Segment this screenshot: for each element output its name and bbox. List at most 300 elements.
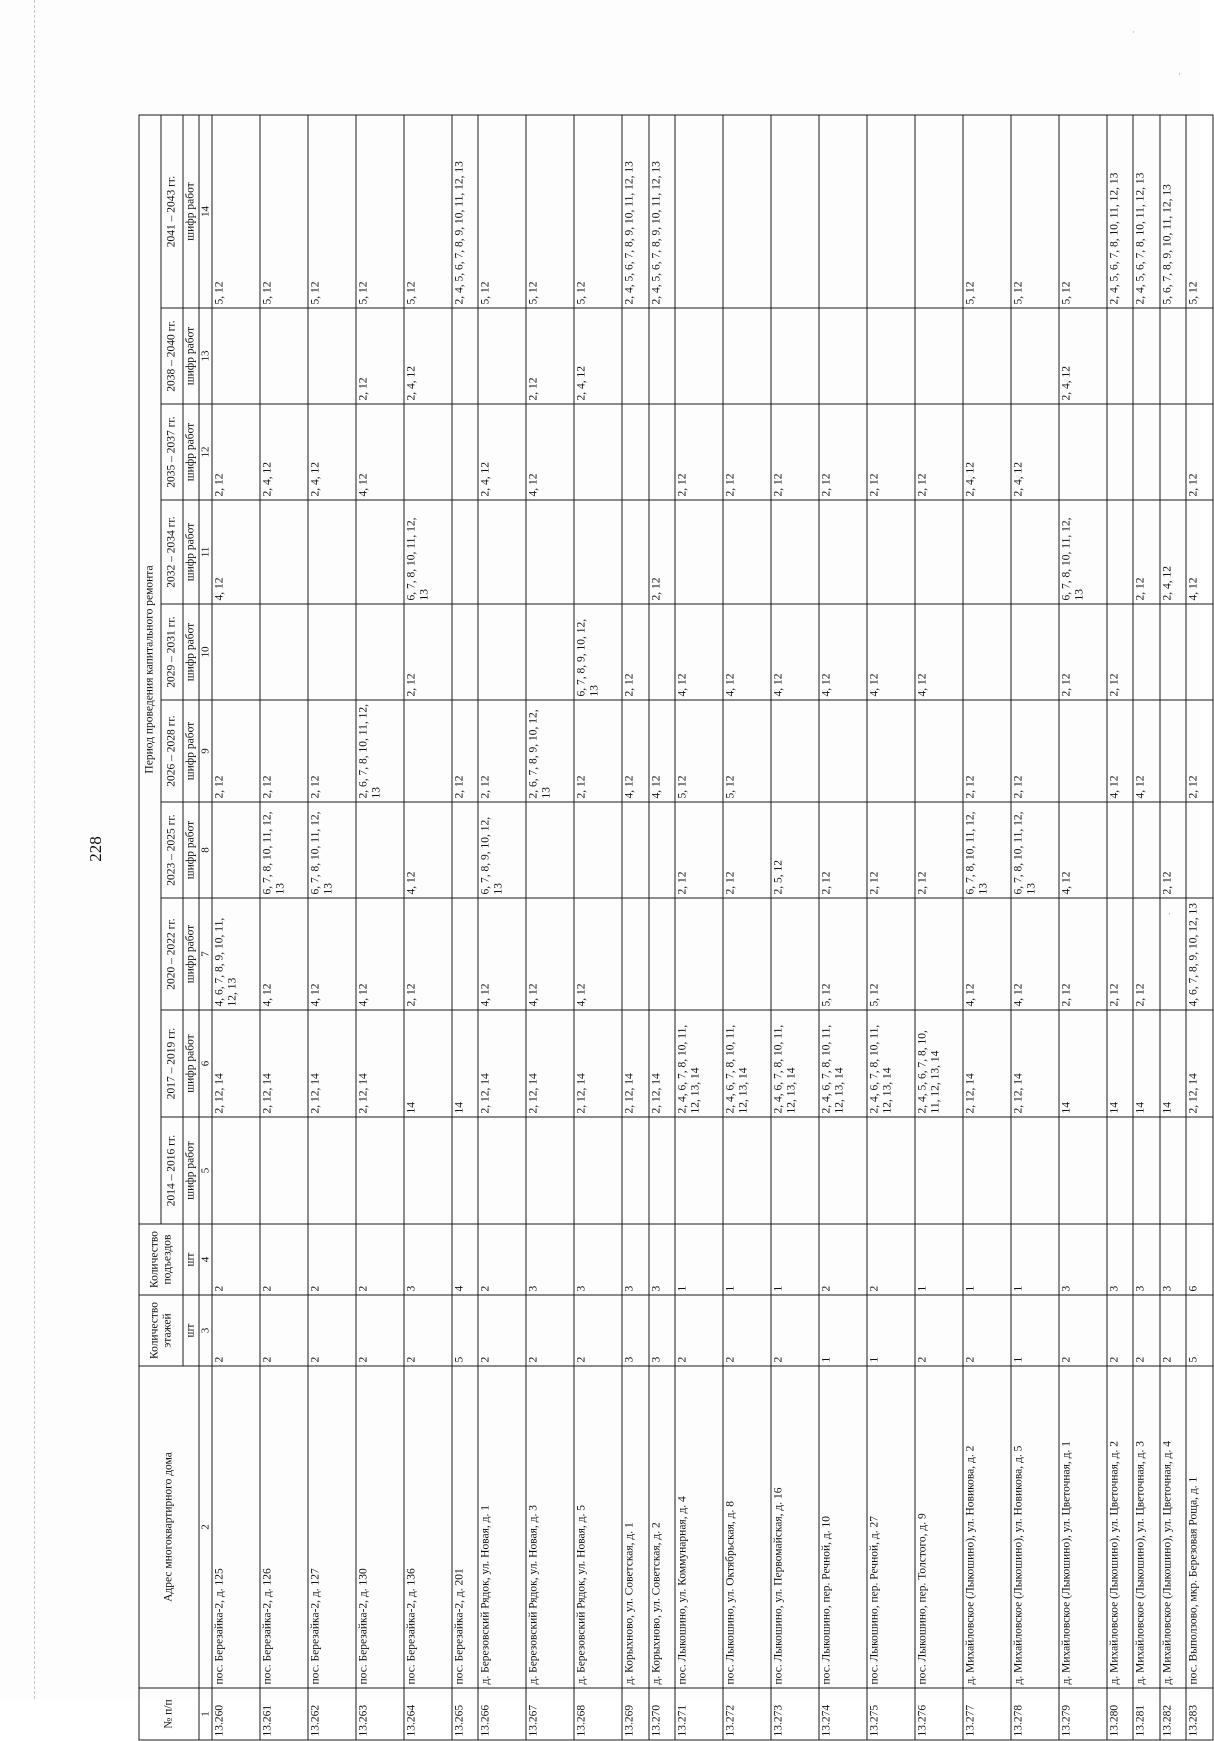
row-period-9-codes	[478, 308, 526, 404]
row-period-2-codes: 2, 12, 14	[574, 1010, 622, 1117]
row-entrances: 3	[1160, 1224, 1186, 1295]
row-period-8-codes: 2, 12	[819, 404, 867, 500]
row-period-9-codes	[771, 308, 819, 404]
row-period-9-codes	[915, 308, 963, 404]
row-period-7-codes	[867, 500, 915, 604]
row-period-2-codes: 14	[1107, 1010, 1133, 1117]
row-period-7-codes	[819, 500, 867, 604]
row-period-6-codes	[526, 604, 574, 700]
row-number: 13.276	[915, 1688, 963, 1740]
row-number: 13.267	[526, 1688, 574, 1740]
row-period-4-codes	[356, 802, 404, 898]
row-period-4-codes	[452, 802, 478, 898]
row-entrances: 3	[404, 1224, 452, 1295]
row-period-5-codes	[771, 700, 819, 802]
row-number: 13.282	[1160, 1688, 1186, 1740]
row-period-2-codes: 14	[1133, 1010, 1159, 1117]
row-address: д. Березовский Рядок, ул. Новая, д. 5	[574, 1366, 622, 1688]
row-period-2-codes: 2, 12, 14	[308, 1010, 356, 1117]
unit-period-7: шифр работ	[183, 500, 199, 604]
row-period-7-codes	[478, 500, 526, 604]
row-floors: 2	[1059, 1295, 1107, 1366]
row-period-2-codes: 14	[1160, 1010, 1186, 1117]
row-period-1-codes	[649, 1117, 675, 1224]
row-number: 13.268	[574, 1688, 622, 1740]
row-floors: 2	[308, 1295, 356, 1366]
row-period-1-codes	[1186, 1117, 1213, 1224]
row-period-8-codes	[452, 404, 478, 500]
row-period-8-codes	[1107, 404, 1133, 500]
row-period-8-codes: 2, 4, 12	[1011, 404, 1059, 500]
row-entrances: 6	[1186, 1224, 1213, 1295]
row-entrances: 2	[867, 1224, 915, 1295]
row-period-10-codes: 5, 12	[404, 115, 452, 308]
row-period-2-codes: 2, 12, 14	[649, 1010, 675, 1117]
row-entrances: 3	[574, 1224, 622, 1295]
row-entrances: 3	[526, 1224, 574, 1295]
row-period-3-codes	[723, 898, 771, 1010]
column-number-9: 9	[199, 700, 212, 802]
row-period-6-codes: 4, 12	[771, 604, 819, 700]
row-period-9-codes: 2, 12	[526, 308, 574, 404]
row-period-3-codes: 4, 12	[1011, 898, 1059, 1010]
row-period-8-codes	[404, 404, 452, 500]
unit-entrances: шт	[183, 1224, 199, 1295]
row-period-3-codes: 2, 12	[1107, 898, 1133, 1010]
row-number: 13.272	[723, 1688, 771, 1740]
row-period-1-codes	[404, 1117, 452, 1224]
row-period-7-codes	[915, 500, 963, 604]
unit-period-1: шифр работ	[183, 1117, 199, 1224]
row-period-6-codes	[1011, 604, 1059, 700]
header-period-3: 2020 – 2022 гг.	[161, 898, 183, 1010]
table-row	[622, 115, 648, 1740]
row-period-10-codes: 5, 12	[478, 115, 526, 308]
row-period-1-codes	[1059, 1117, 1107, 1224]
scan-speck: ·	[1132, 28, 1135, 38]
row-floors: 2	[771, 1295, 819, 1366]
row-period-4-codes: 4, 12	[404, 802, 452, 898]
row-period-9-codes	[1133, 308, 1159, 404]
header-entrances: Количество подъездов	[139, 1224, 183, 1295]
row-period-9-codes	[1160, 308, 1186, 404]
header-period-8: 2035 – 2037 гг.	[161, 404, 183, 500]
page-number: 228	[86, 836, 105, 862]
row-period-8-codes: 2, 12	[723, 404, 771, 500]
row-period-8-codes: 4, 12	[526, 404, 574, 500]
column-number-12: 12	[199, 404, 212, 500]
row-number: 13.277	[963, 1688, 1011, 1740]
row-period-3-codes: 4, 12	[308, 898, 356, 1010]
row-address: пос. Лыкошино, пер. Толстого, д. 9	[915, 1366, 963, 1688]
row-period-4-codes: 6, 7, 8, 10, 11, 12, 13	[308, 802, 356, 898]
row-period-7-codes	[963, 500, 1011, 604]
row-period-2-codes: 2, 12, 14	[526, 1010, 574, 1117]
row-number: 13.260	[212, 1688, 260, 1740]
table-row	[771, 115, 819, 1740]
table-row	[526, 115, 574, 1740]
row-period-8-codes: 2, 4, 12	[260, 404, 308, 500]
row-period-6-codes: 2, 12	[622, 604, 648, 700]
row-period-1-codes	[260, 1117, 308, 1224]
row-period-6-codes: 4, 12	[723, 604, 771, 700]
row-period-7-codes	[574, 500, 622, 604]
row-period-1-codes	[622, 1117, 648, 1224]
table-row	[649, 115, 675, 1740]
table-row	[1059, 115, 1107, 1740]
header-period-7: 2032 – 2034 гг.	[161, 500, 183, 604]
row-period-2-codes: 14	[452, 1010, 478, 1117]
row-period-5-codes: 2, 12	[1186, 700, 1213, 802]
unit-period-2: шифр работ	[183, 1010, 199, 1117]
row-period-7-codes	[260, 500, 308, 604]
row-period-10-codes: 5, 12	[308, 115, 356, 308]
row-period-8-codes	[649, 404, 675, 500]
header-period-9: 2038 – 2040 гг.	[161, 308, 183, 404]
table-header	[139, 115, 212, 1740]
row-period-8-codes: 2, 4, 12	[963, 404, 1011, 500]
row-period-9-codes	[819, 308, 867, 404]
row-period-1-codes	[819, 1117, 867, 1224]
row-period-9-codes	[867, 308, 915, 404]
row-number: 13.278	[1011, 1688, 1059, 1740]
row-period-7-codes	[452, 500, 478, 604]
table-row	[356, 115, 404, 1740]
row-floors: 1	[1011, 1295, 1059, 1366]
row-period-4-codes	[1107, 802, 1133, 898]
row-period-10-codes	[867, 115, 915, 308]
row-address: пос. Березайка-2, д. 136	[404, 1366, 452, 1688]
unit-floors: шт	[183, 1295, 199, 1366]
row-period-5-codes	[1059, 700, 1107, 802]
row-address: д. Березовский Рядок, ул. Новая, д. 1	[478, 1366, 526, 1688]
rotated-table-wrapper	[139, 116, 1214, 1741]
row-period-3-codes	[649, 898, 675, 1010]
row-period-5-codes: 5, 12	[723, 700, 771, 802]
scan-speck: ·	[1178, 70, 1181, 80]
row-period-8-codes: 2, 12	[675, 404, 723, 500]
row-period-1-codes	[675, 1117, 723, 1224]
row-period-4-codes	[1186, 802, 1213, 898]
row-entrances: 3	[622, 1224, 648, 1295]
row-entrances: 4	[452, 1224, 478, 1295]
row-period-5-codes: 4, 12	[1107, 700, 1133, 802]
row-floors: 2	[574, 1295, 622, 1366]
row-period-7-codes: 2, 12	[1133, 500, 1159, 604]
row-period-6-codes	[260, 604, 308, 700]
row-period-9-codes	[963, 308, 1011, 404]
row-period-3-codes: 5, 12	[819, 898, 867, 1010]
row-period-4-codes: 2, 12	[915, 802, 963, 898]
row-period-8-codes: 2, 12	[771, 404, 819, 500]
table-row	[308, 115, 356, 1740]
row-period-1-codes	[574, 1117, 622, 1224]
row-period-7-codes	[1107, 500, 1133, 604]
unit-period-10: шифр работ	[183, 115, 199, 308]
row-period-10-codes: 5, 12	[356, 115, 404, 308]
row-period-10-codes: 5, 12	[526, 115, 574, 308]
row-address: д. Михайловское (Лыкошино), ул. Новикова, д. 2	[963, 1366, 1011, 1688]
row-period-3-codes: 2, 12	[404, 898, 452, 1010]
row-period-8-codes: 2, 12	[1186, 404, 1213, 500]
row-period-5-codes: 2, 12	[963, 700, 1011, 802]
unit-period-5: шифр работ	[183, 700, 199, 802]
row-period-1-codes	[1107, 1117, 1133, 1224]
row-floors: 2	[526, 1295, 574, 1366]
row-period-5-codes: 5, 12	[675, 700, 723, 802]
row-period-9-codes	[675, 308, 723, 404]
row-period-7-codes	[526, 500, 574, 604]
row-period-6-codes	[452, 604, 478, 700]
row-entrances: 3	[1133, 1224, 1159, 1295]
row-period-1-codes	[1011, 1117, 1059, 1224]
row-period-10-codes: 5, 12	[260, 115, 308, 308]
row-period-5-codes: 4, 12	[1133, 700, 1159, 802]
row-period-2-codes: 14	[404, 1010, 452, 1117]
row-period-10-codes: 5, 12	[1011, 115, 1059, 308]
row-period-8-codes: 2, 4, 12	[308, 404, 356, 500]
row-period-9-codes: 2, 4, 12	[404, 308, 452, 404]
row-number: 13.263	[356, 1688, 404, 1740]
column-number-11: 11	[199, 500, 212, 604]
row-period-4-codes: 2, 12	[675, 802, 723, 898]
row-period-1-codes	[1133, 1117, 1159, 1224]
row-entrances: 3	[1059, 1224, 1107, 1295]
row-period-3-codes	[452, 898, 478, 1010]
row-period-10-codes	[915, 115, 963, 308]
row-period-5-codes: 2, 6, 7, 8, 10, 11, 12, 13	[356, 700, 404, 802]
row-number: 13.274	[819, 1688, 867, 1740]
row-period-9-codes: 2, 4, 12	[574, 308, 622, 404]
row-period-10-codes: 5, 12	[1186, 115, 1213, 308]
row-number: 13.266	[478, 1688, 526, 1740]
unit-period-4: шифр работ	[183, 802, 199, 898]
row-period-10-codes: 2, 4, 5, 6, 7, 8, 10, 11, 12, 13	[1107, 115, 1133, 308]
scan-speck: ·	[1168, 910, 1171, 920]
row-period-5-codes: 2, 12	[212, 700, 260, 802]
row-number: 13.265	[452, 1688, 478, 1740]
row-floors: 2	[356, 1295, 404, 1366]
header-floors: Количество этажей	[139, 1295, 183, 1366]
row-period-5-codes: 2, 6, 7, 8, 9, 10, 12, 13	[526, 700, 574, 802]
row-period-2-codes: 2, 4, 6, 7, 8, 10, 11, 12, 13, 14	[819, 1010, 867, 1117]
row-number: 13.261	[260, 1688, 308, 1740]
header-column-numbers-row	[199, 115, 212, 1740]
table-row	[723, 115, 771, 1740]
row-period-5-codes: 2, 12	[260, 700, 308, 802]
column-number-14: 14	[199, 115, 212, 308]
table-row	[1011, 115, 1059, 1740]
row-period-10-codes: 2, 4, 5, 6, 7, 8, 9, 10, 11, 12, 13	[649, 115, 675, 308]
row-period-6-codes: 2, 12	[404, 604, 452, 700]
row-entrances: 2	[356, 1224, 404, 1295]
row-period-3-codes: 2, 12	[1059, 898, 1107, 1010]
row-period-4-codes	[649, 802, 675, 898]
table-row	[212, 115, 260, 1740]
row-period-2-codes: 2, 4, 6, 7, 8, 10, 11, 12, 13, 14	[867, 1010, 915, 1117]
row-period-3-codes: 4, 6, 7, 8, 9, 10, 11, 12, 13	[212, 898, 260, 1010]
row-period-5-codes: 2, 12	[1011, 700, 1059, 802]
column-number-8: 8	[199, 802, 212, 898]
row-period-4-codes	[1133, 802, 1159, 898]
row-address: д. Михайловское (Лыкошино), ул. Новикова, д. 5	[1011, 1366, 1059, 1688]
row-period-10-codes	[723, 115, 771, 308]
row-floors: 2	[404, 1295, 452, 1366]
header-period-group: Период проведения капитального ремонта	[139, 115, 161, 1224]
row-period-10-codes: 2, 4, 5, 6, 7, 8, 10, 11, 12, 13	[1133, 115, 1159, 308]
row-period-3-codes: 5, 12	[867, 898, 915, 1010]
row-entrances: 3	[1107, 1224, 1133, 1295]
row-period-6-codes	[356, 604, 404, 700]
row-floors: 2	[1133, 1295, 1159, 1366]
row-period-3-codes: 2, 12	[1133, 898, 1159, 1010]
row-period-2-codes: 2, 12, 14	[212, 1010, 260, 1117]
row-period-8-codes: 2, 12	[867, 404, 915, 500]
row-entrances: 2	[819, 1224, 867, 1295]
row-period-7-codes	[308, 500, 356, 604]
unit-period-8: шифр работ	[183, 404, 199, 500]
table-row	[478, 115, 526, 1740]
row-floors: 5	[1186, 1295, 1213, 1366]
table-row	[1133, 115, 1159, 1740]
row-floors: 1	[867, 1295, 915, 1366]
row-floors: 2	[963, 1295, 1011, 1366]
row-number: 13.273	[771, 1688, 819, 1740]
row-entrances: 1	[963, 1224, 1011, 1295]
row-period-9-codes	[1011, 308, 1059, 404]
row-number: 13.269	[622, 1688, 648, 1740]
row-period-2-codes: 14	[1059, 1010, 1107, 1117]
row-period-6-codes: 4, 12	[867, 604, 915, 700]
row-floors: 2	[915, 1295, 963, 1366]
row-period-6-codes: 4, 12	[915, 604, 963, 700]
row-period-9-codes	[452, 308, 478, 404]
row-period-5-codes: 2, 12	[308, 700, 356, 802]
row-floors: 2	[1107, 1295, 1133, 1366]
header-no: № п/п	[139, 1688, 199, 1740]
row-period-10-codes: 5, 12	[212, 115, 260, 308]
row-entrances: 2	[212, 1224, 260, 1295]
row-period-2-codes: 2, 12, 14	[260, 1010, 308, 1117]
row-entrances: 2	[478, 1224, 526, 1295]
row-period-4-codes: 6, 7, 8, 10, 11, 12, 13	[963, 802, 1011, 898]
row-period-8-codes: 2, 12	[212, 404, 260, 500]
header-period-2: 2017 – 2019 гг.	[161, 1010, 183, 1117]
row-period-8-codes	[1059, 404, 1107, 500]
row-period-10-codes	[675, 115, 723, 308]
row-period-4-codes	[212, 802, 260, 898]
row-period-10-codes: 5, 6, 7, 8, 9, 10, 11, 12, 13	[1160, 115, 1186, 308]
header-period-10: 2041 – 2043 гг.	[161, 115, 183, 308]
row-period-10-codes: 5, 12	[1059, 115, 1107, 308]
column-number-3: 3	[199, 1295, 212, 1366]
row-period-3-codes: 4, 12	[574, 898, 622, 1010]
row-entrances: 1	[771, 1224, 819, 1295]
row-period-4-codes: 2, 12	[723, 802, 771, 898]
row-period-2-codes: 2, 12, 14	[622, 1010, 648, 1117]
row-period-9-codes	[212, 308, 260, 404]
row-period-10-codes: 2, 4, 5, 6, 7, 8, 9, 10, 11, 12, 13	[452, 115, 478, 308]
unit-period-9: шифр работ	[183, 308, 199, 404]
table-row	[574, 115, 622, 1740]
row-period-3-codes: 4, 6, 7, 8, 9, 10, 12, 13	[1186, 898, 1213, 1010]
row-address: д. Корыхново, ул. Советская, д. 1	[622, 1366, 648, 1688]
scan-edge-line	[34, 0, 35, 1699]
row-floors: 1	[819, 1295, 867, 1366]
row-period-5-codes: 2, 12	[574, 700, 622, 802]
header-period-4: 2023 – 2025 гг.	[161, 802, 183, 898]
row-number: 13.271	[675, 1688, 723, 1740]
row-number: 13.275	[867, 1688, 915, 1740]
row-entrances: 1	[675, 1224, 723, 1295]
row-period-7-codes	[675, 500, 723, 604]
table-row	[819, 115, 867, 1740]
row-period-4-codes: 2, 12	[1160, 802, 1186, 898]
row-period-9-codes	[1186, 308, 1213, 404]
row-period-8-codes	[622, 404, 648, 500]
row-entrances: 2	[260, 1224, 308, 1295]
table-row	[1186, 115, 1213, 1740]
row-period-5-codes	[867, 700, 915, 802]
row-period-7-codes	[1011, 500, 1059, 604]
row-address: пос. Березайка-2, д. 125	[212, 1366, 260, 1688]
row-entrances: 3	[649, 1224, 675, 1295]
row-period-1-codes	[526, 1117, 574, 1224]
row-period-3-codes: 4, 12	[963, 898, 1011, 1010]
row-period-7-codes: 2, 4, 12	[1160, 500, 1186, 604]
row-period-5-codes	[915, 700, 963, 802]
row-period-7-codes	[771, 500, 819, 604]
table-row	[915, 115, 963, 1740]
row-period-7-codes	[723, 500, 771, 604]
row-period-7-codes	[356, 500, 404, 604]
row-period-6-codes	[308, 604, 356, 700]
column-number-10: 10	[199, 604, 212, 700]
row-floors: 2	[675, 1295, 723, 1366]
row-period-9-codes	[260, 308, 308, 404]
column-number-6: 6	[199, 1010, 212, 1117]
row-period-3-codes: 4, 12	[526, 898, 574, 1010]
row-address: д. Корыхново, ул. Советская, д. 2	[649, 1366, 675, 1688]
row-period-8-codes: 2, 4, 12	[478, 404, 526, 500]
row-period-5-codes	[1160, 700, 1186, 802]
row-address: пос. Лыкошино, пер. Речной, д. 27	[867, 1366, 915, 1688]
row-period-9-codes: 2, 4, 12	[1059, 308, 1107, 404]
header-period-6: 2029 – 2031 гг.	[161, 604, 183, 700]
row-address: пос. Лыкошино, ул. Первомайская, д. 16	[771, 1366, 819, 1688]
column-number-4: 4	[199, 1224, 212, 1295]
row-number: 13.264	[404, 1688, 452, 1740]
row-period-6-codes	[963, 604, 1011, 700]
row-period-5-codes: 2, 12	[452, 700, 478, 802]
table-row	[260, 115, 308, 1740]
row-period-3-codes: 4, 12	[260, 898, 308, 1010]
row-period-8-codes	[1160, 404, 1186, 500]
row-period-8-codes: 2, 12	[915, 404, 963, 500]
unit-period-6: шифр работ	[183, 604, 199, 700]
row-period-7-codes: 4, 12	[1186, 500, 1213, 604]
column-number-5: 5	[199, 1117, 212, 1224]
row-number: 13.281	[1133, 1688, 1159, 1740]
row-floors: 2	[212, 1295, 260, 1366]
row-period-1-codes	[867, 1117, 915, 1224]
column-number-2: 2	[199, 1366, 212, 1688]
row-period-4-codes: 6, 7, 8, 10, 11, 12, 13	[1011, 802, 1059, 898]
table-row	[1107, 115, 1133, 1740]
row-address: д. Михайловское (Лыкошино), ул. Цветочная, д. 1	[1059, 1366, 1107, 1688]
table-row	[1160, 115, 1186, 1740]
table-body	[212, 115, 1213, 1740]
